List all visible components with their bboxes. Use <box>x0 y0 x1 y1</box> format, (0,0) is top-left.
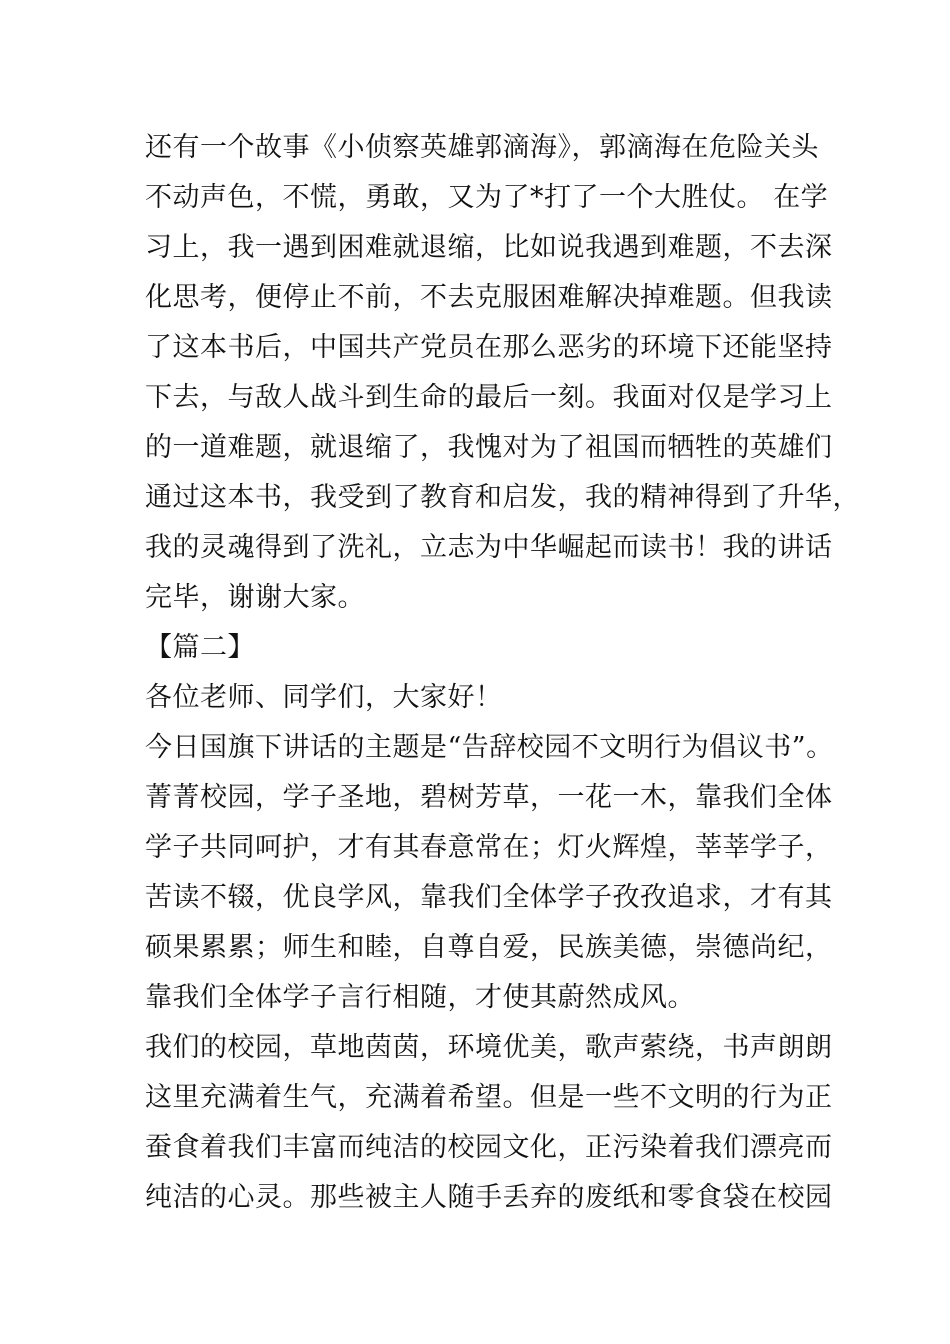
text-line: 菁菁校园，学子圣地，碧树芳草，一花一木，靠我们全体 <box>145 782 833 813</box>
text-line: 还有一个故事《小侦察英雄郭滴海》，郭滴海在危险关头 <box>145 132 819 163</box>
text-line: 习上，我一遇到困难就退缩，比如说我遇到难题，不去深 <box>145 232 833 263</box>
text-line: 这里充满着生气，充满着希望。但是一些不文明的行为正 <box>145 1082 833 1113</box>
greeting-line: 各位老师、同学们，大家好！ <box>145 682 503 713</box>
text-line: 通过这本书，我受到了教育和启发，我的精神得到了升华， <box>145 482 860 513</box>
text-line: 的一道难题，就退缩了，我愧对为了祖国而牺牲的英雄们 <box>145 432 833 463</box>
text-line: 学子共同呵护，才有其春意常在；灯火辉煌，莘莘学子， <box>145 832 833 863</box>
text-line: 完毕，谢谢大家。 <box>145 582 365 613</box>
text-line: 了这本书后，中国共产党员在那么恶劣的环境下还能坚持 <box>145 332 833 363</box>
text-line: 不动声色，不慌，勇敢，又为了*打了一个大胜仗。 在学 <box>145 182 829 213</box>
text-line: 纯洁的心灵。那些被主人随手丢弃的废纸和零食袋在校园 <box>145 1182 833 1213</box>
section-heading: 【篇二】 <box>145 632 255 663</box>
text-line: 靠我们全体学子言行相随，才使其蔚然成风。 <box>145 982 695 1013</box>
text-line: 今日国旗下讲话的主题是“告辞校园不文明行为倡议书”。 <box>145 732 834 763</box>
text-line: 蚕食着我们丰富而纯洁的校园文化，正污染着我们漂亮而 <box>145 1132 833 1163</box>
text-line: 我们的校园，草地茵茵，环境优美，歌声萦绕，书声朗朗 <box>145 1032 833 1063</box>
text-line: 化思考，便停止不前，不去克服困难解决掉难题。但我读 <box>145 282 833 313</box>
text-line: 我的灵魂得到了洗礼，立志为中华崛起而读书！我的讲话 <box>145 532 833 563</box>
document-body <box>145 123 860 1223</box>
text-line: 下去，与敌人战斗到生命的最后一刻。我面对仅是学习上 <box>145 382 833 413</box>
text-line: 硕果累累；师生和睦，自尊自爱，民族美德，崇德尚纪， <box>145 932 833 963</box>
text-line: 苦读不辍，优良学风，靠我们全体学子孜孜追求，才有其 <box>145 882 833 913</box>
